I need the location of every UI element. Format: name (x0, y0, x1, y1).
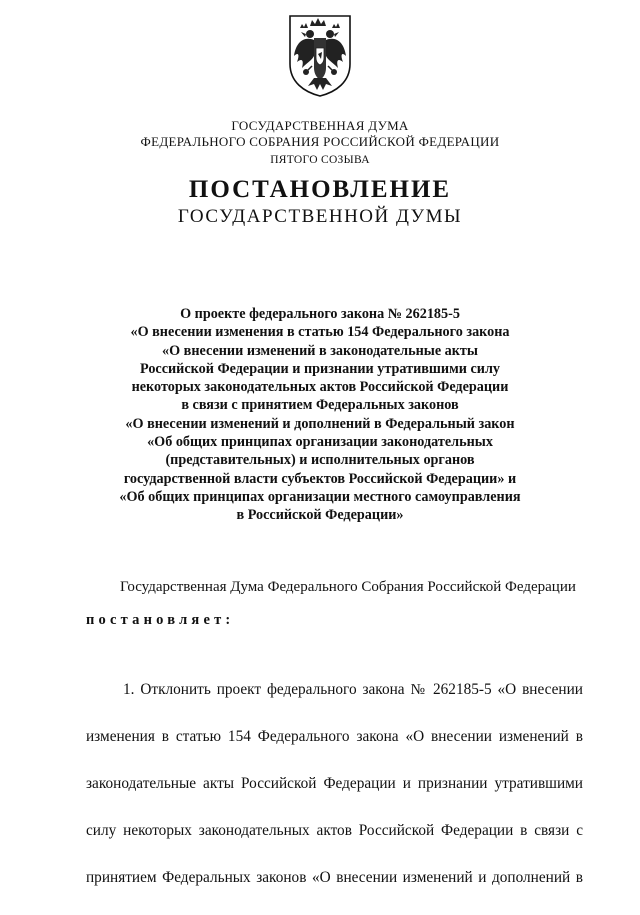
subject-line: некоторых законодательных актов Российской Федерации (131, 379, 509, 396)
document-subject (60, 305, 580, 525)
preamble: Государственная Дума Федерального Собрания Российской Федерации (120, 579, 576, 595)
subject-line: (представительных) и исполнительных органов (165, 452, 475, 469)
document-issuer: ГОСУДАРСТВЕННОЙ ДУМЫ (177, 206, 463, 227)
subject-line: Российской Федерации и признании утратившими силу (140, 360, 500, 377)
subject-line: «О внесении изменения в статью 154 Федерального закона (130, 324, 510, 341)
subject-line: государственной власти субъектов Российской Федерации» и (123, 470, 517, 487)
paragraph-line: законодательные акты Российской Федерации и признании утратившими (86, 775, 583, 792)
subject-line: «О внесении изменений и дополнений в Федеральный закон (125, 415, 515, 432)
paragraph-line: принятием Федеральных законов «О внесении изменений и дополнений в (86, 869, 583, 886)
org-line-2: ФЕДЕРАЛЬНОГО СОБРАНИЯ РОССИЙСКОЙ ФЕДЕРАЦИИ (140, 134, 500, 149)
subject-line: в связи с принятием Федеральных законов (181, 397, 459, 414)
subject-line: О проекте федерального закона № 262185-5 (180, 306, 460, 322)
org-line-3: ПЯТОГО СОЗЫВА (270, 154, 370, 166)
subject-line: в Российской Федерации» (236, 507, 404, 524)
subject-line: «Об общих принципах организации законодательных (147, 434, 493, 451)
paragraph-1 (86, 680, 583, 915)
russian-coat-of-arms-icon (284, 12, 356, 98)
paragraph-line: изменения в статью 154 Федерального закона «О внесении изменений в (86, 728, 583, 745)
org-line-1: ГОСУДАРСТВЕННАЯ ДУМА (231, 118, 409, 133)
document-type-title: ПОСТАНОВЛЕНИЕ (188, 176, 452, 203)
subject-line: «Об общих принципах организации местного самоуправления (119, 488, 521, 505)
resolves-keyword: постановляет: (86, 612, 235, 628)
paragraph-line: силу некоторых законодательных актов Российской Федерации в связи с (86, 822, 583, 839)
subject-line: «О внесении изменений в законодательные акты (162, 342, 478, 359)
paragraph-line: 1. Отклонить проект федерального закона № 262185-5 «О внесении (123, 681, 583, 698)
